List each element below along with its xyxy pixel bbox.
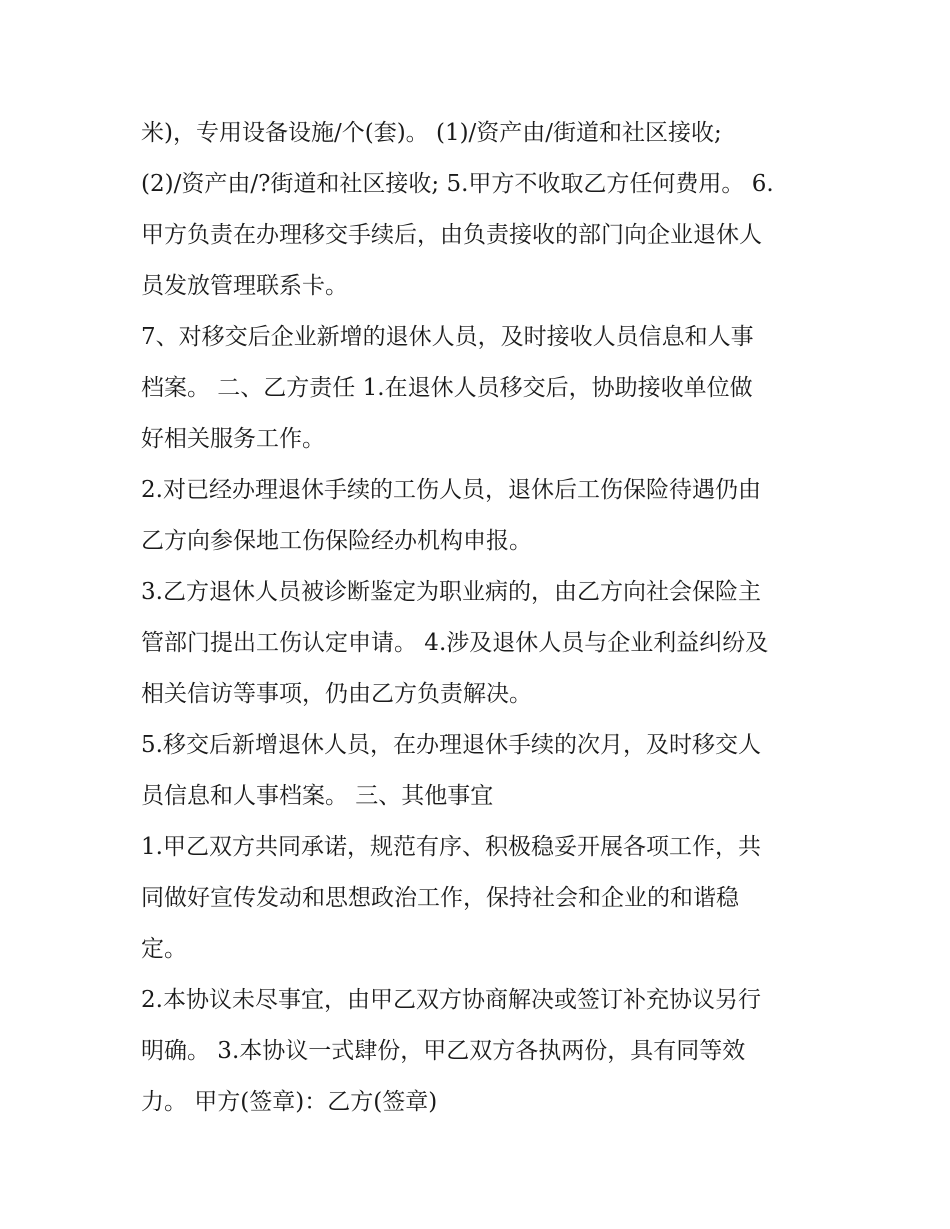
text-line: 甲方负责在办理移交手续后，由负责接收的部门向企业退休人 <box>141 222 762 248</box>
document-body <box>141 108 821 1128</box>
text-line: 管部门提出工伤认定申请。 4.涉及退休人员与企业利益纠纷及 <box>141 630 769 656</box>
text-line: 相关信访等事项，仍由乙方负责解决。 <box>141 681 532 707</box>
text-line: 2.对已经办理退休手续的工伤人员，退休后工伤保险待遇仍由 <box>141 477 761 503</box>
text-line: 力。 甲方(签章)：乙方(签章) <box>141 1089 438 1115</box>
text-line: 好相关服务工作。 <box>141 426 325 452</box>
text-line: (2)/资产由/?街道和社区接收; 5.甲方不收取乙方任何费用。 6. <box>141 171 774 197</box>
text-line: 员信息和人事档案。 三、其他事宜 <box>141 783 494 809</box>
text-line: 明确。 3.本协议一式肆份，甲乙双方各执两份，具有同等效 <box>141 1038 746 1064</box>
text-line: 7、对移交后企业新增的退休人员，及时接收人员信息和人事 <box>141 324 754 350</box>
text-line: 乙方向参保地工伤保险经办机构申报。 <box>141 528 532 554</box>
text-line: 2.本协议未尽事宜，由甲乙双方协商解决或签订补充协议另行 <box>141 987 761 1013</box>
text-line: 档案。 二、乙方责任 1.在退休人员移交后，协助接收单位做 <box>141 375 753 401</box>
text-line: 5.移交后新增退休人员，在办理退休手续的次月，及时移交人 <box>141 732 761 758</box>
text-line: 定。 <box>141 936 187 962</box>
text-line: 员发放管理联系卡。 <box>141 273 348 299</box>
text-line: 1.甲乙双方共同承诺，规范有序、积极稳妥开展各项工作，共 <box>141 834 761 860</box>
text-line: 米)，专用设备设施/个(套)。 (1)/资产由/街道和社区接收; <box>141 120 722 146</box>
text-line: 同做好宣传发动和思想政治工作，保持社会和企业的和谐稳 <box>141 885 739 911</box>
text-line: 3.乙方退休人员被诊断鉴定为职业病的，由乙方向社会保险主 <box>141 579 761 605</box>
